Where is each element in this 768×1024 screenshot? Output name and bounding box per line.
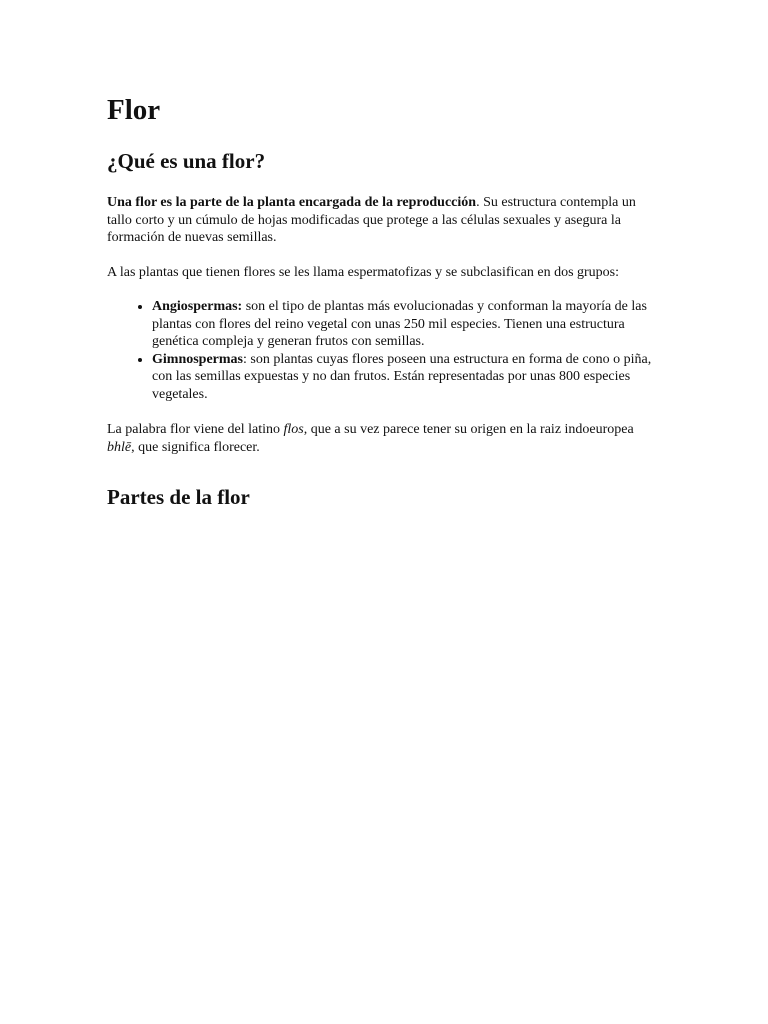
section-heading-que-es: ¿Qué es una flor? xyxy=(107,149,266,173)
etymology-text-b: , que a su vez parece tener su origen en la raiz indoeuropea xyxy=(303,422,634,437)
etymology-text-c: , que significa florecer. xyxy=(131,439,260,455)
list-item-term: Angiospermas: xyxy=(152,299,243,314)
document-page xyxy=(107,92,662,530)
etymology-latin-word: flos xyxy=(283,422,304,437)
paragraph-groups-intro: A las plantas que tienen flores se les llama espermatofizas y se subclasifican en dos grupos: xyxy=(107,264,620,280)
definition-bold-text: Una flor es la parte de la planta encargada de la reproducción xyxy=(107,195,477,210)
list-item xyxy=(152,298,662,351)
groups-list xyxy=(107,298,662,403)
etymology-indoeuropean-word: bhlē xyxy=(107,439,132,455)
etymology-text-a: La palabra flor viene del latino xyxy=(107,422,284,437)
list-item-text: son el tipo de plantas más evolucionadas y conforman la mayoría de las plantas con flores del reino vegetal con unas 250 mil especies. Tienen una estructura genética compleja y generan frutos con semillas. xyxy=(152,299,647,349)
definition-text: . Su estructura contempla un tallo corto y un cúmulo de hojas modificadas que protege a las células sexuales y asegura la formación de nuevas semillas. xyxy=(107,195,636,245)
page-title: Flor xyxy=(107,94,161,126)
list-item xyxy=(152,351,662,404)
paragraph-etymology xyxy=(107,421,662,456)
section-heading-partes: Partes de la flor xyxy=(107,485,250,509)
list-item-term: Gimnospermas xyxy=(152,351,243,367)
paragraph-definition xyxy=(107,194,662,247)
list-item-text: : son plantas cuyas flores poseen una estructura en forma de cono o piña, con las semillas expuestas y no dan frutos. Están representadas por unas 800 especies vegetales. xyxy=(152,351,652,402)
